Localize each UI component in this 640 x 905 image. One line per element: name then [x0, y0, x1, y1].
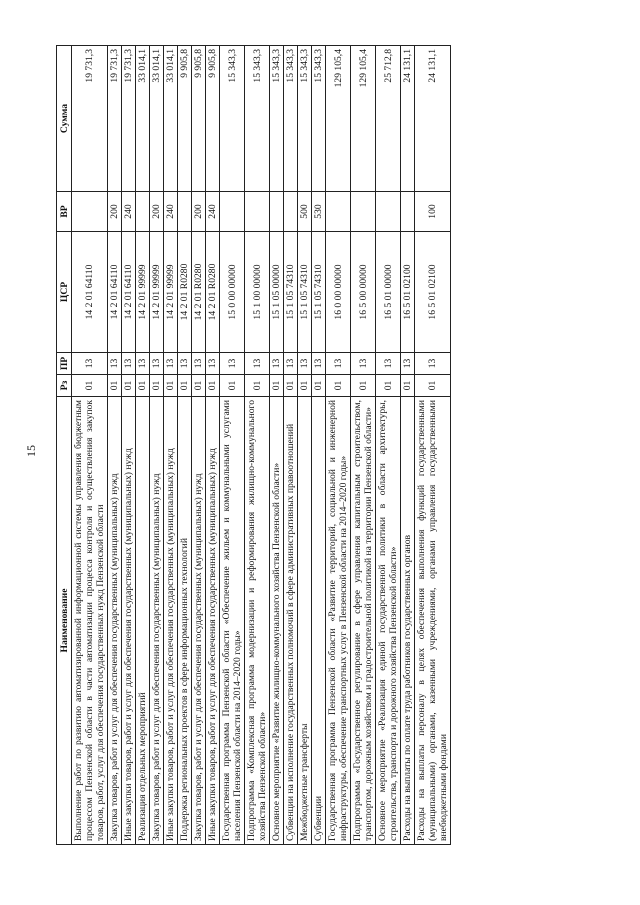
cell-rz: 01	[312, 375, 326, 397]
cell-name: Государственная программа Пензенской области «Развитие территорий, социальной и инженерной инфраструктуры, обеспечение транспортных услуг в Пензенской области на 2014–2020 годы»	[326, 397, 351, 845]
table-row	[284, 46, 298, 845]
cell-vr	[178, 192, 192, 232]
cell-rz: 01	[108, 375, 122, 397]
cell-csr: 16 5 00 00000	[351, 232, 376, 353]
table-row	[178, 46, 192, 845]
cell-name: Поддержка региональных проектов в сфере информационных технологий	[178, 397, 192, 845]
cell-sum: 33 014,1	[164, 46, 178, 192]
cell-csr: 16 5 01 02100	[401, 232, 415, 353]
cell-vr	[136, 192, 150, 232]
table-row	[122, 46, 136, 845]
cell-csr: 14 2 01 99999	[150, 232, 164, 353]
cell-rz: 01	[245, 375, 270, 397]
table-row	[415, 46, 451, 845]
cell-sum: 129 105,4	[351, 46, 376, 192]
cell-sum: 33 014,1	[150, 46, 164, 192]
cell-name: Субвенции на исполнение государственных полномочий в сфере административных правоотношений	[284, 397, 298, 845]
table-row	[326, 46, 351, 845]
cell-vr: 500	[298, 192, 312, 232]
cell-name: Иные закупки товаров, работ и услуг для обеспечения государственных (муниципальных) нужд	[164, 397, 178, 845]
cell-csr: 15 1 05 74310	[284, 232, 298, 353]
table-row	[270, 46, 284, 845]
cell-rz: 01	[401, 375, 415, 397]
cell-rz: 01	[270, 375, 284, 397]
cell-pr: 13	[108, 353, 122, 375]
cell-csr: 16 0 00 00000	[326, 232, 351, 353]
cell-name: Межбюджетные трансферты	[298, 397, 312, 845]
cell-pr: 13	[122, 353, 136, 375]
cell-csr: 15 1 00 00000	[245, 232, 270, 353]
cell-pr: 13	[150, 353, 164, 375]
table-row	[150, 46, 164, 845]
table-row	[192, 46, 206, 845]
cell-sum: 15 343,3	[312, 46, 326, 192]
cell-sum: 19 731,3	[122, 46, 136, 192]
cell-pr: 13	[206, 353, 220, 375]
cell-vr: 200	[108, 192, 122, 232]
cell-name: Иные закупки товаров, работ и услуг для обеспечения государственных (муниципальных) нужд	[122, 397, 136, 845]
cell-name: Подпрограмма «Государственное регулирование в сфере управления капитальным строительством, транспортом, дорожным хозяйством и градостроительной политикой на территории Пензенской области»	[351, 397, 376, 845]
cell-pr: 13	[178, 353, 192, 375]
cell-rz: 01	[284, 375, 298, 397]
cell-csr: 14 2 01 99999	[136, 232, 150, 353]
cell-rz: 01	[122, 375, 136, 397]
table-header-row	[57, 46, 72, 845]
cell-sum: 33 014,1	[136, 46, 150, 192]
cell-rz: 01	[178, 375, 192, 397]
cell-name: Реализация отдельных мероприятий	[136, 397, 150, 845]
cell-sum: 19 731,3	[72, 46, 108, 192]
cell-sum: 15 343,3	[245, 46, 270, 192]
col-header-pr: ПР	[57, 353, 72, 375]
cell-pr: 13	[376, 353, 401, 375]
cell-sum: 9 905,8	[206, 46, 220, 192]
table-row	[220, 46, 245, 845]
cell-name: Закупка товаров, работ и услуг для обеспечения государственных (муниципальных) нужд	[150, 397, 164, 845]
cell-pr: 13	[245, 353, 270, 375]
budget-table	[56, 45, 451, 845]
table-row	[376, 46, 401, 845]
cell-sum: 129 105,4	[326, 46, 351, 192]
cell-sum: 25 712,8	[376, 46, 401, 192]
table-row	[351, 46, 376, 845]
cell-sum: 24 131,1	[401, 46, 415, 192]
page-number: 15	[24, 445, 38, 457]
table-row	[206, 46, 220, 845]
cell-vr	[326, 192, 351, 232]
cell-csr: 16 5 01 02100	[415, 232, 451, 353]
col-header-sum: Сумма	[57, 46, 72, 192]
cell-vr	[72, 192, 108, 232]
cell-rz: 01	[351, 375, 376, 397]
cell-csr: 15 1 05 00000	[270, 232, 284, 353]
cell-sum: 9 905,8	[192, 46, 206, 192]
cell-pr: 13	[312, 353, 326, 375]
table-row	[401, 46, 415, 845]
cell-pr: 13	[284, 353, 298, 375]
cell-csr: 14 2 01 64110	[108, 232, 122, 353]
cell-vr: 200	[192, 192, 206, 232]
cell-name: Основное мероприятие «Развитие жилищно-коммунального хозяйства Пензенской области»	[270, 397, 284, 845]
cell-rz: 01	[298, 375, 312, 397]
table-row	[72, 46, 108, 845]
cell-sum: 15 343,3	[220, 46, 245, 192]
cell-pr: 13	[351, 353, 376, 375]
cell-csr: 14 2 01 R0280	[178, 232, 192, 353]
cell-name: Расходы на выплаты персоналу в целях обеспечения выполнения функций государственными (муниципальными) органами, казенными учреждениями, органами управления государственными внебюджетными фондами	[415, 397, 451, 845]
cell-pr: 13	[72, 353, 108, 375]
cell-name: Расходы на выплаты по оплате труда работников государственных органов	[401, 397, 415, 845]
table-row	[245, 46, 270, 845]
cell-name: Закупка товаров, работ и услуг для обеспечения государственных (муниципальных) нужд	[108, 397, 122, 845]
cell-rz: 01	[415, 375, 451, 397]
cell-sum: 15 343,3	[284, 46, 298, 192]
cell-vr: 240	[164, 192, 178, 232]
cell-pr: 13	[192, 353, 206, 375]
cell-csr: 14 2 01 64110	[72, 232, 108, 353]
table-body	[72, 46, 451, 845]
cell-csr: 14 2 01 64110	[122, 232, 136, 353]
cell-csr: 15 1 05 74310	[298, 232, 312, 353]
cell-vr	[270, 192, 284, 232]
cell-vr	[245, 192, 270, 232]
cell-csr: 14 2 01 R0280	[192, 232, 206, 353]
cell-csr: 15 0 00 00000	[220, 232, 245, 353]
table-row	[298, 46, 312, 845]
cell-csr: 15 1 05 74310	[312, 232, 326, 353]
cell-pr: 13	[270, 353, 284, 375]
cell-pr: 13	[136, 353, 150, 375]
cell-name: Иные закупки товаров, работ и услуг для обеспечения государственных (муниципальных) нужд	[206, 397, 220, 845]
cell-vr	[376, 192, 401, 232]
cell-vr	[220, 192, 245, 232]
cell-csr: 16 5 01 00000	[376, 232, 401, 353]
cell-name: Выполнение работ по развитию автоматизированной информационной системы управления бюджетным процессом Пензенской области в части автоматизации процесса контроля и осуществления закупок товаров, работ, услуг для обеспечения государственных нужд Пензенской области	[72, 397, 108, 845]
cell-rz: 01	[326, 375, 351, 397]
cell-sum: 15 343,3	[270, 46, 284, 192]
cell-sum: 19 731,3	[108, 46, 122, 192]
cell-rz: 01	[72, 375, 108, 397]
cell-pr: 13	[415, 353, 451, 375]
table-row	[164, 46, 178, 845]
cell-rz: 01	[136, 375, 150, 397]
cell-rz: 01	[220, 375, 245, 397]
col-header-rz: Рз	[57, 375, 72, 397]
cell-name: Государственная программа Пензенской области «Обеспечение жильем и коммунальными услугами населения Пензенской области на 2014–2020 годы»	[220, 397, 245, 845]
cell-name: Закупка товаров, работ и услуг для обеспечения государственных (муниципальных) нужд	[192, 397, 206, 845]
cell-vr: 240	[206, 192, 220, 232]
cell-pr: 13	[401, 353, 415, 375]
col-header-name: Наименование	[57, 397, 72, 845]
cell-csr: 14 2 01 R0280	[206, 232, 220, 353]
cell-sum: 9 905,8	[178, 46, 192, 192]
table-row	[312, 46, 326, 845]
cell-rz: 01	[376, 375, 401, 397]
cell-name: Основное мероприятие «Реализация единой государственной политики в области архитектуры, строительства, транспорта и дорожного хозяйства Пензенской области»	[376, 397, 401, 845]
cell-vr	[351, 192, 376, 232]
cell-rz: 01	[192, 375, 206, 397]
cell-name: Подпрограмма «Комплексная программа модернизации и реформирования жилищно-коммунального хозяйства Пензенской области»	[245, 397, 270, 845]
cell-name: Субвенции	[312, 397, 326, 845]
cell-sum: 24 131,1	[415, 46, 451, 192]
cell-vr	[284, 192, 298, 232]
cell-vr: 530	[312, 192, 326, 232]
cell-vr: 200	[150, 192, 164, 232]
cell-pr: 13	[220, 353, 245, 375]
cell-pr: 13	[326, 353, 351, 375]
cell-vr: 240	[122, 192, 136, 232]
cell-rz: 01	[206, 375, 220, 397]
cell-csr: 14 2 01 99999	[164, 232, 178, 353]
cell-vr	[401, 192, 415, 232]
cell-pr: 13	[164, 353, 178, 375]
col-header-vr: ВР	[57, 192, 72, 232]
cell-pr: 13	[298, 353, 312, 375]
table-row	[108, 46, 122, 845]
cell-sum: 15 343,3	[298, 46, 312, 192]
col-header-csr: ЦСР	[57, 232, 72, 353]
cell-rz: 01	[164, 375, 178, 397]
table-row	[136, 46, 150, 845]
cell-vr: 100	[415, 192, 451, 232]
cell-rz: 01	[150, 375, 164, 397]
